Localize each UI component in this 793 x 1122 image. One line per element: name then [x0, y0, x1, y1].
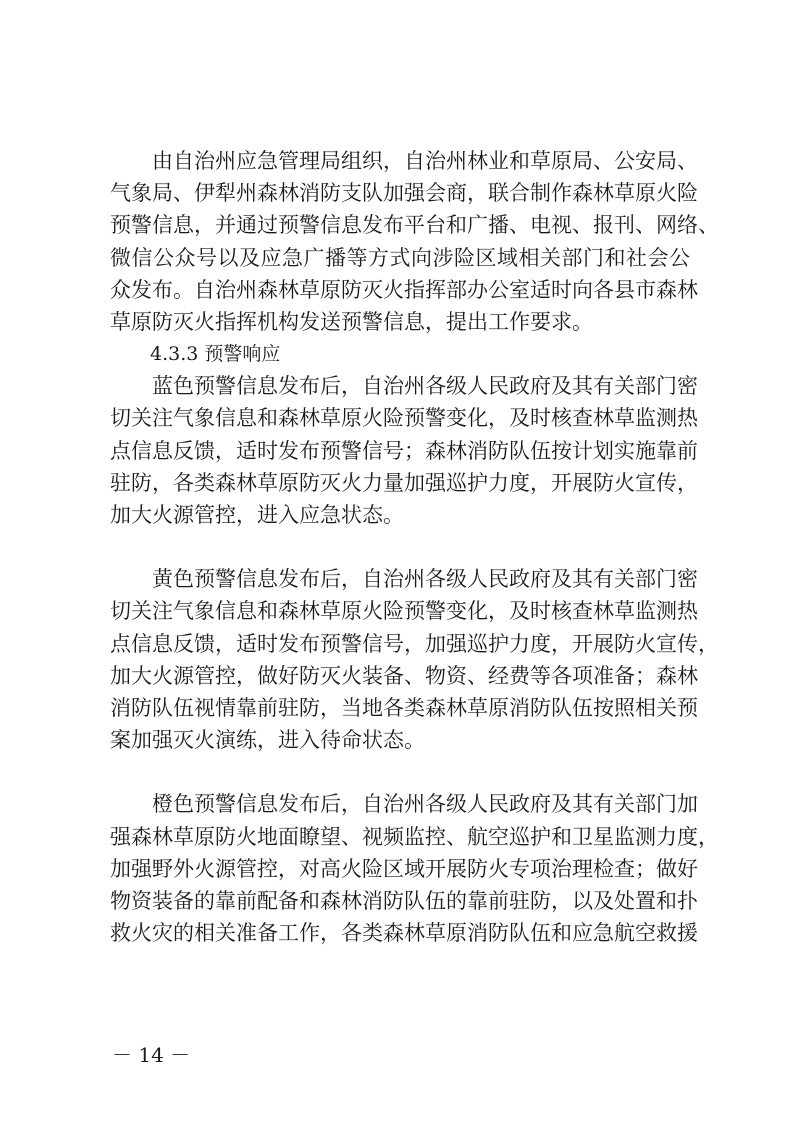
text-line: 点信息反馈，适时发布预警信号，加强巡护力度，开展防火宣传，	[110, 632, 719, 656]
text-line: 加大火源管控，进入应急状态。	[110, 503, 404, 527]
text-line: 切关注气象信息和森林草原火险预警变化，及时核查林草监测热	[110, 599, 698, 623]
text-line: 点信息反馈，适时发布预警信号；森林消防队伍按计划实施靠前	[110, 439, 698, 463]
text-line: 蓝色预警信息发布后，自治州各级人民政府及其有关部门密	[152, 374, 698, 398]
text-line: 气象局、伊犁州森林消防支队加强会商，联合制作森林草原火险	[110, 181, 698, 205]
text-line: 微信公众号以及应急广播等方式向涉险区域相关部门和社会公	[110, 246, 690, 270]
text-line: 加大火源管控，做好防灭火装备、物资、经费等各项准备；森林	[110, 664, 698, 688]
section-heading: 4.3.3 预警响应	[150, 343, 281, 365]
text-line: 切关注气象信息和森林草原火险预警变化，及时核查林草监测热	[110, 406, 698, 430]
text-line: 强森林草原防火地面瞭望、视频监控、航空巡护和卫星监测力度，	[110, 825, 719, 849]
text-line: 橙色预警信息发布后，自治州各级人民政府及其有关部门加	[152, 792, 698, 816]
text-line: 驻防，各类森林草原防灭火力量加强巡护力度，开展防火宣传，	[110, 471, 698, 495]
text-line: 黄色预警信息发布后，自治州各级人民政府及其有关部门密	[152, 567, 698, 591]
text-line: 加强野外火源管控，对高火险区域开展防火专项治理检查；做好	[110, 857, 698, 881]
text-line: 物资装备的靠前配备和森林消防队伍的靠前驻防，以及处置和扑	[110, 889, 698, 913]
text-line: 消防队伍视情靠前驻防，当地各类森林草原消防队伍按照相关预	[110, 696, 698, 720]
text-line: 由自治州应急管理局组织，自治州林业和草原局、公安局、	[152, 149, 698, 173]
text-line: 预警信息，并通过预警信息发布平台和广播、电视、报刊、网络、	[110, 213, 719, 237]
page-number: － 14 －	[112, 1043, 191, 1067]
text-line: 草原防灭火指挥机构发送预警信息，提出工作要求。	[110, 310, 593, 334]
text-line: 众发布。自治州森林草原防灭火指挥部办公室适时向各县市森林	[110, 278, 698, 302]
text-line: 案加强灭火演练，进入待命状态。	[110, 728, 425, 752]
text-line: 救火灾的相关准备工作，各类森林草原消防队伍和应急航空救援	[110, 921, 698, 945]
